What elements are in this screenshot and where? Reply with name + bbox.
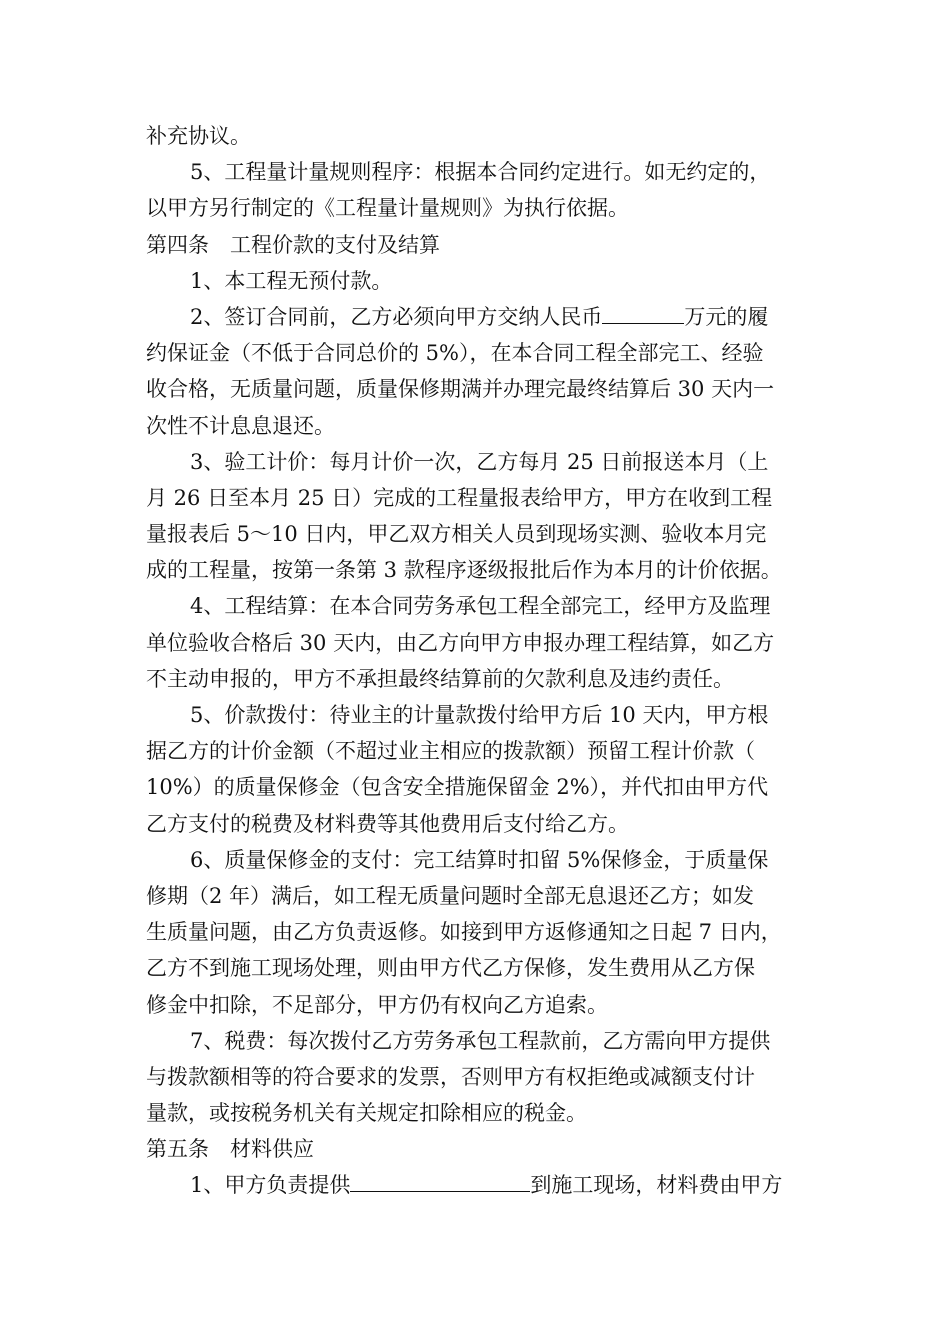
contract-text [146, 118, 816, 1204]
clause-4-7-line: 7、税费：每次拨付乙方劳务承包工程款前，乙方需向甲方提供 [190, 1028, 771, 1053]
text-line: 月 26 日至本月 25 日）完成的工程量报表给甲方，甲方在收到工程 [146, 485, 773, 510]
text-line: 乙方不到施工现场处理，则由甲方代乙方保修，发生费用从乙方保 [146, 956, 755, 981]
text-line: 乙方支付的税费及材料费等其他费用后支付给乙方。 [146, 811, 629, 836]
text-line: 修期（2 年）满后，如工程无质量问题时全部无息退还乙方；如发 [146, 883, 755, 908]
text-line: 与拨款额相等的符合要求的发票，否则甲方有权拒绝或减额支付计 [146, 1064, 755, 1089]
text-line: 修金中扣除，不足部分，甲方仍有权向乙方追索。 [146, 992, 608, 1017]
text-line: 收合格，无质量问题，质量保修期满并办理完最终结算后 30 天内一 [146, 377, 775, 402]
material-blank-field [350, 1171, 530, 1192]
article-4-heading: 第四条 工程价款的支付及结算 [146, 232, 440, 257]
text-line: 据乙方的计价金额（不超过业主相应的拨款额）预留工程计价款（ [146, 739, 755, 764]
text-line: 约保证金（不低于合同总价的 5%），在本合同工程全部完工、经验 [146, 341, 764, 366]
clause-4-1-line: 1、本工程无预付款。 [190, 268, 393, 293]
clause-5-1-line [146, 1167, 816, 1203]
text-line: 10%）的质量保修金（包含安全措施保留金 2%），并代扣由甲方代 [146, 775, 769, 800]
text-line: 以甲方另行制定的《工程量计量规则》为执行依据。 [146, 196, 629, 221]
clause-4-2-text-after: 万元的履 [684, 304, 769, 329]
amount-blank-field [602, 303, 684, 324]
text-line: 成的工程量，按第一条第 3 款程序逐级报批后作为本月的计价依据。 [146, 558, 782, 583]
clause-4-6-line: 6、质量保修金的支付：完工结算时扣留 5%保修金，于质量保 [190, 847, 769, 872]
text-line: 生质量问题，由乙方负责返修。如接到甲方返修通知之日起 7 日内， [146, 920, 782, 945]
text-line: 单位验收合格后 30 天内，由乙方向甲方申报办理工程结算，如乙方 [146, 630, 775, 655]
text-line: 量款，或按税务机关有关规定扣除相应的税金。 [146, 1101, 587, 1126]
clause-4-3-line: 3、验工计价：每月计价一次，乙方每月 25 日前报送本月（上 [190, 449, 769, 474]
article-5-heading: 第五条 材料供应 [146, 1137, 314, 1162]
text-line: 量报表后 5～10 日内，甲乙双方相关人员到现场实测、验收本月完 [146, 522, 767, 547]
text-line: 补充协议。 [146, 124, 251, 148]
clause-4-4-line: 4、工程结算：在本合同劳务承包工程全部完工，经甲方及监理 [190, 594, 771, 619]
clause-4-2-line [146, 299, 816, 335]
clause-4-5-line: 5、价款拨付：待业主的计量款拨付给甲方后 10 天内，甲方根 [190, 703, 769, 727]
clause-5-1-text-before: 1、甲方负责提供 [190, 1173, 351, 1198]
text-line: 不主动申报的，甲方不承担最终结算前的欠款利息及违约责任。 [146, 666, 734, 691]
clause-4-2-text-before: 2、签订合同前，乙方必须向甲方交纳人民币 [190, 304, 603, 329]
text-line: 次性不计息息退还。 [146, 413, 335, 438]
clause-3-5-line: 5、工程量计量规则程序：根据本合同约定进行。如无约定的， [190, 160, 771, 185]
clause-5-1-text-after: 到施工现场，材料费由甲方 [530, 1173, 783, 1198]
